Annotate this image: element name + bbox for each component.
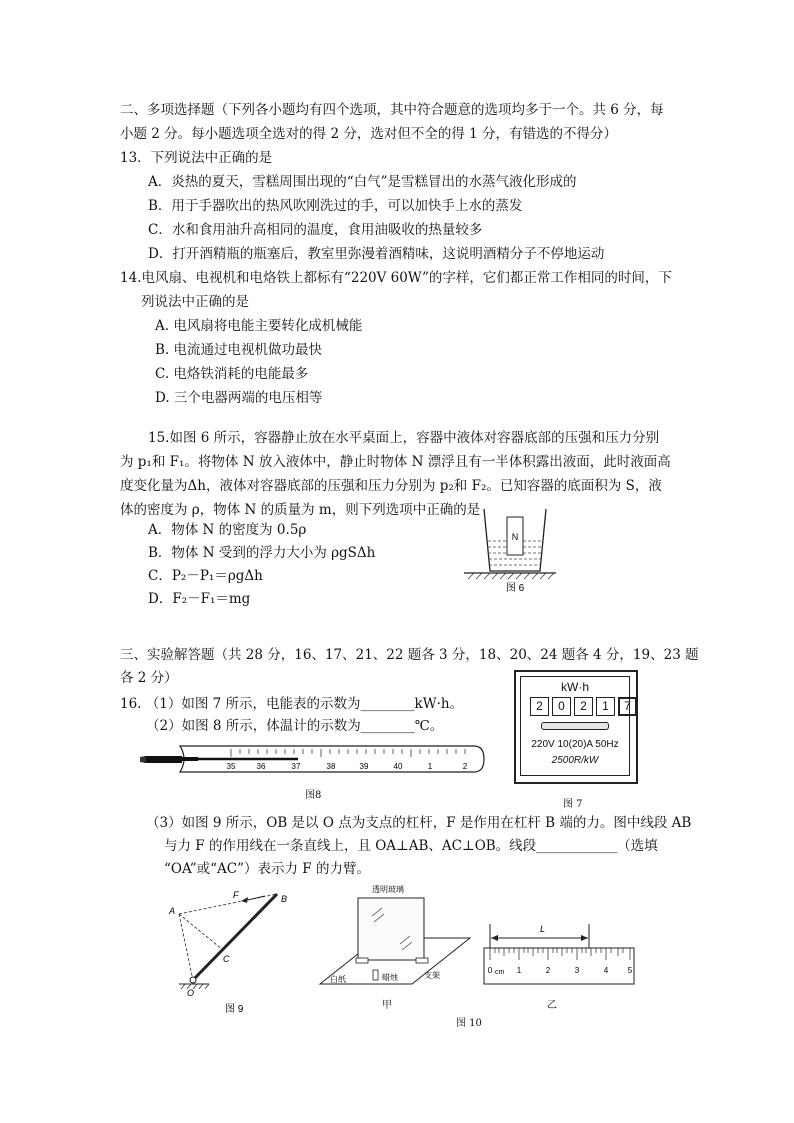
meter-spec: 220V 10(20)A 50Hz	[531, 739, 619, 750]
q16-part3-cont2: “OA”或“AC”）表示力 F 的力臂。	[164, 861, 370, 877]
meter-digits	[530, 697, 637, 716]
figure-6-caption: 图 6	[505, 583, 525, 594]
q15-stem-2: 为 p₁和 F₁。将物体 N 放入液体中，静止时物体 N 漂浮且有一半体积露出液面，此时液面高	[120, 454, 671, 470]
figure-6-container-diagram	[460, 505, 560, 600]
thermometer-tick-label: 39	[359, 762, 369, 771]
figure-10-ruler	[482, 918, 637, 990]
meter-digit: 0	[552, 697, 571, 716]
figure-10-mirror-setup	[318, 882, 473, 990]
q16-part2: （2）如图 8 所示，体温计的示数为________℃。	[146, 718, 444, 734]
paper-label: 白纸	[330, 975, 346, 984]
ruler-tick-label: 4	[603, 966, 609, 975]
point-c-label: C	[223, 954, 230, 964]
figure-10-sub-a: 甲	[382, 1000, 392, 1011]
meter-dial	[541, 722, 609, 730]
section3-header-cont: 各 2 分）	[120, 670, 178, 686]
figure-10-caption: 图 10	[456, 1018, 482, 1029]
q15-option-d: D．F₂－F₁＝mg	[148, 591, 251, 607]
thermometer-tick-label: 37	[291, 762, 301, 771]
thermometer-tick-label: 38	[326, 762, 336, 771]
figure-9-caption: 图 9	[225, 1004, 244, 1015]
thermometer-tick-label: 2	[462, 762, 468, 771]
figure-8-caption: 图8	[305, 790, 322, 801]
force-f-label: F	[233, 890, 239, 900]
ruler-unit-label: cm	[495, 969, 505, 976]
q15-stem: 15.如图 6 所示，容器静止放在水平桌面上，容器中液体对容器底部的压强和压力分别	[148, 430, 660, 446]
thermometer-tick-label: 40	[393, 762, 403, 771]
ruler-tick-label: 1	[516, 966, 522, 975]
point-b-label: B	[281, 894, 288, 904]
q16-part1: 16. （1）如图 7 所示，电能表的示数为________kW·h。	[120, 696, 464, 712]
meter-digit: 2	[574, 697, 593, 716]
q15-option-a: A．物体 N 的密度为 0.5ρ	[148, 522, 307, 538]
figure-10-sub-b: 乙	[547, 1000, 557, 1011]
q13-option-b: B．用于手器吹出的热风吹刚洗过的手，可以加快手上水的蒸发	[148, 198, 523, 214]
q14-stem-cont: 列说法中正确的是	[141, 294, 249, 310]
q13-option-a: A．炎热的夏天，雪糕周围出现的“白气”是雪糕冒出的水蒸气液化形成的	[148, 174, 577, 190]
meter-digit: 1	[596, 697, 615, 716]
ruler-tick-label: 3	[574, 966, 580, 975]
meter-inner	[520, 676, 630, 776]
meter-digit-last: 7	[618, 697, 637, 716]
q14-option-c: C. 电烙铁消耗的电能最多	[155, 366, 309, 382]
meter-rate: 2500R/kW	[551, 755, 599, 766]
point-a-label: A	[169, 906, 176, 916]
thermometer-tick-label: 35	[226, 762, 236, 771]
thermometer-tick-label: 36	[256, 762, 266, 771]
stand-label: 支架	[424, 971, 440, 980]
q15-option-c: C．P₂－P₁＝ρgΔh	[148, 568, 263, 584]
q14-option-b: B. 电流通过电视机做功最快	[155, 342, 323, 358]
q16-part3: （3）如图 9 所示，OB 是以 O 点为支点的杠杆，F 是作用在杠杆 B 端的力。图中线段 AB	[146, 815, 692, 831]
pivot-o-label: O	[187, 988, 195, 998]
q16-part3-cont: 与力 F 的作用线在一条直线上，且 OA⊥AB、AC⊥OB。线段____________（选填	[164, 838, 658, 854]
q14-stem: 14.电风扇、电视机和电烙铁上都标有“220V 60W”的字样，它们都正常工作相同的时间，下	[120, 270, 672, 286]
section2-header: 二、多项选择题（下列各小题均有四个选项，其中符合题意的选项均多于一个。共 6 分，每	[120, 102, 664, 118]
figure-9-lever	[165, 888, 300, 1018]
q13-stem: 13．下列说法中正确的是	[120, 150, 273, 166]
ruler-length-label: L	[540, 924, 546, 934]
figure-7-meter	[514, 670, 638, 784]
q15-stem-4: 体的密度为 ρ，物体 N 的质量为 m，则下列选项中正确的是	[120, 502, 481, 518]
figure-8-thermometer	[138, 742, 488, 778]
q15-option-b: B．物体 N 受到的浮力大小为 ρgSΔh	[148, 545, 376, 561]
ruler-tick-label: 5	[627, 966, 633, 975]
block-n-label: N	[511, 532, 519, 542]
ruler-tick-label: 2	[545, 966, 551, 975]
glass-label: 透明玻璃	[372, 885, 404, 894]
q14-option-a: A. 电风扇将电能主要转化成机械能	[155, 318, 363, 334]
candle-label: 蜡烛	[382, 973, 398, 982]
ruler-tick-label: 0	[487, 966, 493, 975]
section3-header: 三、实验解答题（共 28 分，16、17、21、22 题各 3 分，18、20、24 题各 4 分，19、23 题	[120, 647, 699, 663]
q13-option-c: C．水和食用油升高相同的温度，食用油吸收的热量较多	[148, 222, 483, 238]
section2-header-cont: 小题 2 分。每小题选项全选对的得 2 分，选对但不全的得 1 分，有错选的不得分）	[120, 126, 618, 142]
q13-option-d: D．打开酒精瓶的瓶塞后，教室里弥漫着酒精味，这说明酒精分子不停地运动	[148, 246, 605, 262]
q14-option-d: D. 三个电器两端的电压相等	[155, 390, 323, 406]
meter-digit: 2	[530, 697, 549, 716]
figure-7-caption: 图 7	[563, 799, 583, 810]
q15-stem-3: 度变化量为Δh，液体对容器底部的压强和压力分别为 p₂和 F₂。已知容器的底面积为 S，液	[120, 478, 662, 494]
meter-unit: kW·h	[561, 680, 589, 694]
thermometer-tick-label: 1	[427, 762, 433, 771]
